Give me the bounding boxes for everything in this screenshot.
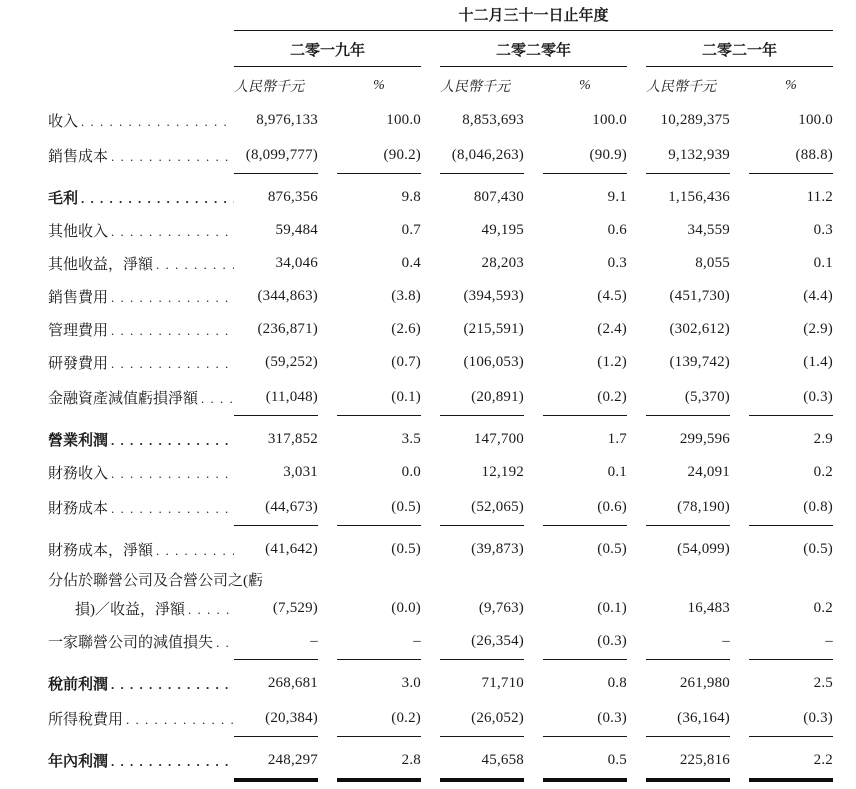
dot-leader xyxy=(156,543,234,560)
dot-leader xyxy=(111,466,234,483)
financial-table xyxy=(48,104,856,789)
amount-value: 49,195 xyxy=(481,222,524,238)
percent-value: – xyxy=(337,623,421,660)
percent-value: (1.2) xyxy=(597,354,627,370)
percent-value: (90.9) xyxy=(543,137,627,174)
percent-value: (88.8) xyxy=(749,137,833,174)
row-label-text: 收入 xyxy=(48,114,79,130)
table-row xyxy=(48,379,856,416)
double-underline xyxy=(440,778,524,782)
dot-leader xyxy=(111,433,234,450)
row-label xyxy=(48,497,234,518)
row-label-text: 毛利 xyxy=(48,191,79,207)
percent-value: 0.7 xyxy=(401,222,421,238)
amount-value: (26,354) xyxy=(440,623,524,660)
table-row xyxy=(48,489,856,526)
table-row xyxy=(48,533,856,566)
amount-value: 24,091 xyxy=(687,464,730,480)
amount-value: 9,132,939 xyxy=(646,137,730,174)
amount-value: (7,529) xyxy=(272,599,318,616)
row-label xyxy=(48,598,234,619)
percent-value: 0.4 xyxy=(401,255,421,271)
column-header-row xyxy=(48,67,856,104)
unit-header: 人民幣千元 xyxy=(646,79,716,95)
table-row xyxy=(48,214,856,247)
percent-value: 0.5 xyxy=(607,752,627,768)
row-label xyxy=(48,569,833,590)
amount-value: (302,612) xyxy=(669,321,730,337)
amount-value: 34,046 xyxy=(275,255,318,271)
percent-value: 0.1 xyxy=(813,255,833,271)
percent-value: 0.0 xyxy=(401,464,421,480)
percent-value: (0.2) xyxy=(543,379,627,416)
amount-value: (215,591) xyxy=(463,321,524,337)
percent-value: (0.5) xyxy=(391,541,421,557)
percent-header: % xyxy=(785,77,797,93)
amount-value: 268,681 xyxy=(267,675,318,691)
dot-leader xyxy=(216,635,234,652)
percent-value: 2.5 xyxy=(813,675,833,691)
percent-value: (1.4) xyxy=(803,354,833,370)
table-row xyxy=(48,593,856,623)
percent-value: (0.3) xyxy=(749,379,833,416)
percent-value: 3.5 xyxy=(401,431,421,447)
percent-value: (0.5) xyxy=(803,541,833,557)
table-row xyxy=(48,667,856,700)
percent-value: 9.8 xyxy=(401,189,421,205)
row-label-text: 財務成本，淨額 xyxy=(48,543,154,559)
amount-value: 1,156,436 xyxy=(668,189,730,205)
percent-value: 0.2 xyxy=(813,599,833,616)
column-gap xyxy=(627,31,646,67)
percent-value: (0.8) xyxy=(749,489,833,526)
row-label xyxy=(48,387,234,408)
row-label-text: 研發費用 xyxy=(48,356,109,372)
percent-value: 2.9 xyxy=(813,431,833,447)
unit-header: 人民幣千元 xyxy=(234,79,304,95)
percent-value: 9.1 xyxy=(607,189,627,205)
percent-value: (0.1) xyxy=(597,599,627,616)
row-label-text: 一家聯營公司的減值損失 xyxy=(48,635,214,651)
amount-value: – xyxy=(234,623,318,660)
percent-value: 100.0 xyxy=(386,112,421,128)
amount-value: (52,065) xyxy=(440,489,524,526)
percent-value: 11.2 xyxy=(806,189,833,205)
percent-value: (90.2) xyxy=(337,137,421,174)
row-label xyxy=(48,429,234,450)
amount-value: (8,099,777) xyxy=(234,137,318,174)
unit-header: 人民幣千元 xyxy=(440,79,510,95)
year-header-row xyxy=(234,31,833,67)
amount-value: (451,730) xyxy=(669,288,730,304)
row-label-text: 分佔於聯營公司及合營公司之(虧 xyxy=(48,573,263,589)
row-label xyxy=(48,750,234,771)
dot-leader xyxy=(111,323,234,340)
amount-value: (78,190) xyxy=(646,489,730,526)
table-row xyxy=(48,346,856,379)
amount-value: 147,700 xyxy=(473,431,524,447)
percent-value: 100.0 xyxy=(798,112,833,128)
dot-leader xyxy=(81,191,234,208)
dot-leader xyxy=(81,114,234,131)
row-label xyxy=(48,145,234,166)
double-underline xyxy=(543,778,627,782)
percent-value: – xyxy=(749,623,833,660)
percent-value: 0.3 xyxy=(607,255,627,271)
row-label-text: 損)／收益，淨額 xyxy=(75,601,185,618)
percent-value: (4.5) xyxy=(597,288,627,304)
row-label xyxy=(48,673,234,694)
amount-value: (139,742) xyxy=(669,354,730,370)
percent-value: (0.1) xyxy=(337,379,421,416)
amount-value: 28,203 xyxy=(481,255,524,271)
year-header-2021: 二零二一年 xyxy=(646,31,833,67)
percent-value: 2.8 xyxy=(401,752,421,768)
dot-leader xyxy=(111,754,234,771)
percent-value: 0.6 xyxy=(607,222,627,238)
table-row xyxy=(48,423,856,456)
amount-value: 8,853,693 xyxy=(462,112,524,128)
dot-leader xyxy=(111,501,234,518)
amount-value: (9,763) xyxy=(478,599,524,616)
percent-value: (0.3) xyxy=(543,623,627,660)
row-label xyxy=(48,253,234,274)
column-gap xyxy=(421,31,440,67)
percent-value: 0.2 xyxy=(813,464,833,480)
row-label-text: 其他收益，淨額 xyxy=(48,257,154,273)
year-header-2020: 二零二零年 xyxy=(440,31,627,67)
table-row xyxy=(48,181,856,214)
row-label-text: 金融資產減值虧損淨額 xyxy=(48,391,199,407)
row-label xyxy=(48,319,234,340)
percent-value: (3.8) xyxy=(391,288,421,304)
table-row xyxy=(48,280,856,313)
dot-leader xyxy=(201,391,234,408)
amount-value: (54,099) xyxy=(677,541,730,557)
amount-value: (39,873) xyxy=(471,541,524,557)
dot-leader xyxy=(111,290,234,307)
row-label-text: 財務收入 xyxy=(48,466,109,482)
dot-leader xyxy=(188,602,234,619)
amount-value: (106,053) xyxy=(463,354,524,370)
percent-value: (2.9) xyxy=(803,321,833,337)
row-label-text: 稅前利潤 xyxy=(48,677,109,693)
amount-value: 10,289,375 xyxy=(660,112,730,128)
amount-value: (5,370) xyxy=(646,379,730,416)
table-row xyxy=(48,313,856,346)
amount-value: 261,980 xyxy=(679,675,730,691)
percent-value: (0.0) xyxy=(391,599,421,616)
percent-value: (0.3) xyxy=(749,700,833,737)
table-row xyxy=(48,700,856,737)
percent-value: (0.5) xyxy=(337,489,421,526)
amount-value: 16,483 xyxy=(687,599,730,616)
amount-value: 71,710 xyxy=(481,675,524,691)
row-label xyxy=(48,286,234,307)
row-label-text: 營業利潤 xyxy=(48,433,109,449)
percent-value: (2.6) xyxy=(391,321,421,337)
percent-value: 0.3 xyxy=(813,222,833,238)
amount-value: (20,891) xyxy=(440,379,524,416)
amount-value: 45,658 xyxy=(481,752,524,768)
percent-value: (2.4) xyxy=(597,321,627,337)
dot-leader xyxy=(111,224,234,241)
amount-value: (394,593) xyxy=(463,288,524,304)
percent-value: 1.7 xyxy=(607,431,627,447)
row-label-text: 管理費用 xyxy=(48,323,109,339)
row-label xyxy=(48,631,234,652)
amount-value: 807,430 xyxy=(473,189,524,205)
table-row xyxy=(48,744,856,777)
percent-value: 0.8 xyxy=(607,675,627,691)
row-label xyxy=(48,110,234,131)
dot-leader xyxy=(111,677,234,694)
percent-value: 2.2 xyxy=(813,752,833,768)
table-row xyxy=(48,566,856,593)
amount-value: 8,976,133 xyxy=(256,112,318,128)
amount-value: 299,596 xyxy=(679,431,730,447)
amount-value: (344,863) xyxy=(257,288,318,304)
amount-value: (41,642) xyxy=(265,541,318,557)
row-label xyxy=(48,539,234,560)
double-underline xyxy=(234,778,318,782)
row-label-text: 其他收入 xyxy=(48,224,109,240)
percent-value: 100.0 xyxy=(592,112,627,128)
double-underline xyxy=(646,778,730,782)
amount-value: 317,852 xyxy=(267,431,318,447)
dot-leader xyxy=(126,712,234,729)
amount-value: (59,252) xyxy=(265,354,318,370)
amount-value: – xyxy=(646,623,730,660)
double-underline xyxy=(749,778,833,782)
row-label-text: 所得稅費用 xyxy=(48,712,124,728)
year-header-2019: 二零一九年 xyxy=(234,31,421,67)
dot-leader xyxy=(156,257,234,274)
amount-value: (11,048) xyxy=(234,379,318,416)
percent-value: (4.4) xyxy=(803,288,833,304)
row-label xyxy=(48,220,234,241)
table-row xyxy=(48,247,856,280)
amount-value: 248,297 xyxy=(267,752,318,768)
amount-value: (44,673) xyxy=(234,489,318,526)
row-label xyxy=(48,462,234,483)
percent-value: (0.7) xyxy=(391,354,421,370)
dot-leader xyxy=(111,356,234,373)
amount-value: (236,871) xyxy=(257,321,318,337)
double-underline xyxy=(337,778,421,782)
amount-value: 59,484 xyxy=(275,222,318,238)
row-label-text: 銷售成本 xyxy=(48,149,109,165)
amount-value: 876,356 xyxy=(267,189,318,205)
table-row xyxy=(48,623,856,660)
table-row xyxy=(48,104,856,137)
double-rule-row xyxy=(48,777,856,789)
percent-value: 3.0 xyxy=(401,675,421,691)
amount-value: (20,384) xyxy=(234,700,318,737)
row-label-text: 年內利潤 xyxy=(48,754,109,770)
amount-value: (8,046,263) xyxy=(440,137,524,174)
percent-value: 0.1 xyxy=(607,464,627,480)
percent-value: (0.2) xyxy=(337,700,421,737)
amount-value: 8,055 xyxy=(695,255,730,271)
table-row xyxy=(48,456,856,489)
amount-value: (36,164) xyxy=(646,700,730,737)
amount-value: 225,816 xyxy=(679,752,730,768)
table-row xyxy=(48,137,856,174)
amount-value: 34,559 xyxy=(687,222,730,238)
percent-value: (0.5) xyxy=(597,541,627,557)
percent-header: % xyxy=(579,77,591,93)
table-title: 十二月三十一日止年度 xyxy=(458,8,609,24)
row-label xyxy=(48,187,234,208)
amount-value: 3,031 xyxy=(283,464,318,480)
percent-value: (0.3) xyxy=(543,700,627,737)
row-label xyxy=(48,708,234,729)
row-label-text: 銷售費用 xyxy=(48,290,109,306)
row-label xyxy=(48,352,234,373)
percent-value: (0.6) xyxy=(543,489,627,526)
percent-header: % xyxy=(373,77,385,93)
row-label-text: 財務成本 xyxy=(48,501,109,517)
dot-leader xyxy=(111,149,234,166)
amount-value: (26,052) xyxy=(440,700,524,737)
amount-value: 12,192 xyxy=(481,464,524,480)
